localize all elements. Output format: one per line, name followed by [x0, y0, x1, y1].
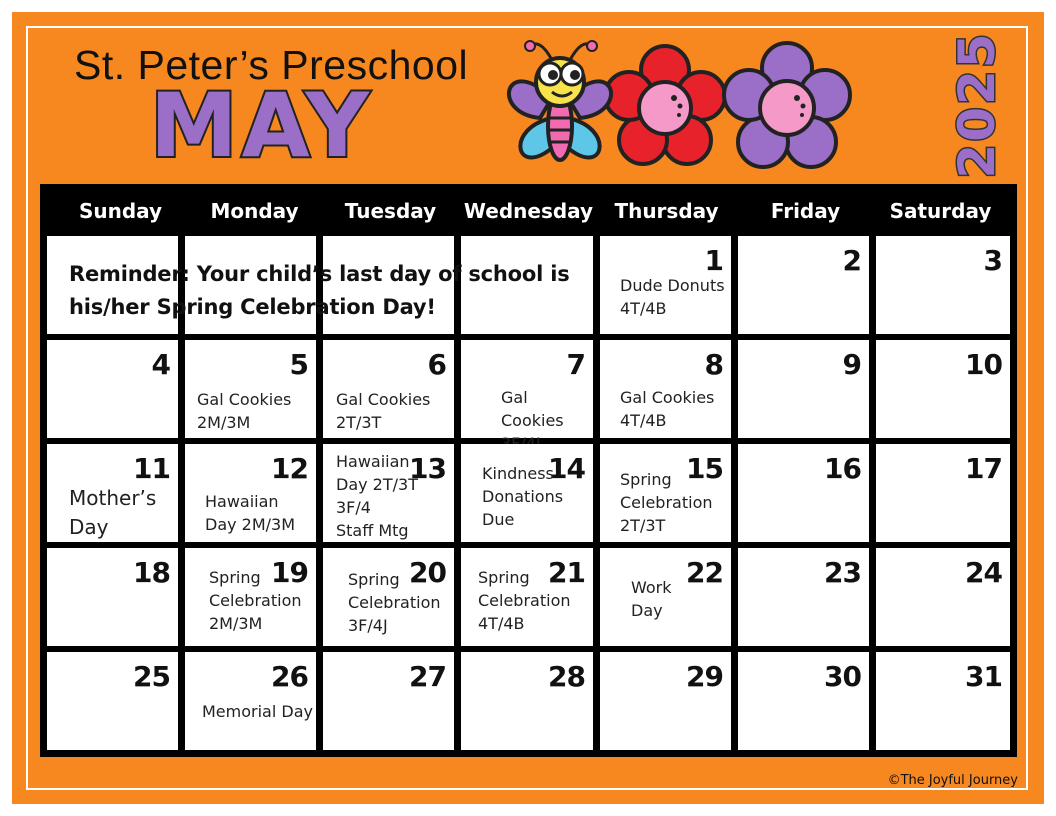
day-note-line: Day — [631, 601, 663, 620]
day-note-line: 4T/4B — [478, 614, 525, 633]
weekday-saturday: Saturday — [889, 199, 992, 223]
day-number: 11 — [133, 452, 170, 485]
day-cell-28 — [461, 652, 593, 750]
decoration-group — [500, 28, 860, 188]
day-note — [348, 568, 441, 637]
day-note-line: Day 2M/3M — [205, 515, 296, 534]
weekday-sunday: Sunday — [78, 199, 163, 223]
day-note-line: Staff Mtg — [336, 521, 409, 540]
copyright-text: ©The Joyful Journey — [887, 773, 1018, 788]
day-cell-31 — [876, 652, 1010, 750]
day-note — [205, 490, 295, 536]
day-note-line: Hawaiian — [205, 492, 279, 511]
day-note — [336, 388, 430, 434]
day-cell-11 — [47, 444, 178, 542]
day-cell-27 — [323, 652, 454, 750]
day-note — [631, 576, 672, 622]
reminder-line-1: Reminder: Your child’s last day of school is — [69, 262, 570, 286]
day-note-line: 2T/3T — [336, 413, 382, 432]
day-cell-25 — [47, 652, 178, 750]
day-number: 30 — [824, 660, 861, 693]
day-note-line: Gal Cookies — [501, 388, 564, 430]
day-number: 5 — [289, 348, 308, 381]
day-note-line: Day — [69, 515, 109, 539]
day-note — [620, 274, 725, 320]
day-note-line: Gal Cookies — [620, 388, 715, 407]
weekday-friday: Friday — [770, 199, 841, 223]
weekday-wednesday: Wednesday — [463, 199, 594, 223]
day-number: 2 — [842, 244, 861, 277]
day-number: 15 — [686, 452, 723, 485]
day-note-line: 2M/3M — [197, 413, 251, 432]
day-number: 25 — [133, 660, 170, 693]
day-note-line: Dude Donuts — [620, 276, 725, 295]
day-number: 31 — [965, 660, 1002, 693]
day-number: 16 — [824, 452, 861, 485]
day-cell-3 — [876, 236, 1010, 334]
day-note-line: Kindness — [482, 464, 554, 483]
day-cell-16 — [738, 444, 869, 542]
day-cell-1 — [600, 236, 731, 334]
day-number: 20 — [409, 556, 446, 589]
day-number: 24 — [965, 556, 1002, 589]
day-note-line: Spring — [620, 470, 672, 489]
butterfly-icon — [509, 41, 611, 160]
day-number: 14 — [548, 452, 585, 485]
day-number: 23 — [824, 556, 861, 589]
day-note-line: Donations — [482, 487, 564, 506]
day-cell-10 — [876, 340, 1010, 438]
school-name: St. Peter’s Preschool — [74, 42, 469, 88]
day-cell-7 — [461, 340, 593, 438]
day-number: 28 — [548, 660, 585, 693]
day-note-line: Spring — [478, 568, 530, 587]
day-cell-23 — [738, 548, 869, 646]
day-number: 21 — [548, 556, 585, 589]
reminder-text — [69, 258, 570, 324]
weekday-header — [40, 184, 1017, 234]
day-number: 8 — [704, 348, 723, 381]
day-number: 3 — [983, 244, 1002, 277]
day-cell-30 — [738, 652, 869, 750]
day-cell-18 — [47, 548, 178, 646]
weekday-tuesday: Tuesday — [344, 199, 437, 223]
day-cell-4 — [47, 340, 178, 438]
day-note-line: Work — [631, 578, 672, 597]
day-number: 13 — [409, 452, 446, 485]
day-number: 6 — [427, 348, 446, 381]
day-note-line: Gal Cookies — [336, 390, 431, 409]
day-number: 9 — [842, 348, 861, 381]
year-label-wrap — [948, 30, 1006, 180]
day-number: 4 — [151, 348, 170, 381]
day-cell-5 — [185, 340, 316, 438]
day-note-line: Mother’s — [69, 486, 157, 510]
day-note-line: Day 2T/3T — [336, 475, 418, 494]
day-note-line: 4T/4B — [620, 411, 667, 430]
day-cell-6 — [323, 340, 454, 438]
day-cell-15 — [600, 444, 731, 542]
day-number: 27 — [409, 660, 446, 693]
purple-flower-icon — [724, 43, 850, 167]
day-cell-22 — [600, 548, 731, 646]
day-number: 1 — [704, 244, 723, 277]
day-cell-17 — [876, 444, 1010, 542]
day-number: 7 — [566, 348, 585, 381]
day-cell-29 — [600, 652, 731, 750]
day-number: 10 — [965, 348, 1002, 381]
day-cell-13 — [323, 444, 454, 542]
day-note — [620, 386, 714, 432]
day-note-line: 2M/3M — [209, 614, 263, 633]
day-note-line: Celebration — [620, 493, 713, 512]
day-cell-12 — [185, 444, 316, 542]
day-number: 12 — [271, 452, 308, 485]
day-note-line: 2T/3T — [620, 516, 666, 535]
day-note-line: Memorial Day — [202, 702, 313, 721]
day-cell-20 — [323, 548, 454, 646]
day-note-line: 3F/4 — [336, 498, 371, 517]
day-note — [482, 462, 563, 531]
day-number: 19 — [271, 556, 308, 589]
day-note-line: Spring — [348, 570, 400, 589]
day-note — [202, 700, 313, 723]
day-note-line: Spring — [209, 568, 261, 587]
day-note — [197, 388, 291, 434]
month-title: MAY — [150, 74, 373, 177]
day-note — [209, 566, 302, 635]
day-note — [69, 484, 156, 542]
day-note-line: 3F/4J — [348, 616, 388, 635]
day-number: 26 — [271, 660, 308, 693]
day-note-line: Celebration — [478, 591, 571, 610]
day-note-line: Gal Cookies — [197, 390, 292, 409]
day-number: 18 — [133, 556, 170, 589]
day-number: 17 — [965, 452, 1002, 485]
day-cell-21 — [461, 548, 593, 646]
day-note-line: Celebration — [209, 591, 302, 610]
day-number: 22 — [686, 556, 723, 589]
day-note — [478, 566, 571, 635]
weekday-monday: Monday — [210, 199, 299, 223]
day-cell-8 — [600, 340, 731, 438]
day-note-line: Celebration — [348, 593, 441, 612]
day-note-line: Due — [482, 510, 515, 529]
day-cell-26 — [185, 652, 316, 750]
day-cell-19 — [185, 548, 316, 646]
red-flower-icon — [605, 46, 725, 164]
day-note-line: Hawaiian — [336, 452, 410, 471]
year-label: 2025 — [948, 31, 1006, 179]
day-cell-24 — [876, 548, 1010, 646]
reminder-line-2: his/her Spring Celebration Day! — [69, 295, 436, 319]
day-note — [336, 450, 418, 542]
day-cell-9 — [738, 340, 869, 438]
day-cell-2 — [738, 236, 869, 334]
day-number: 29 — [686, 660, 723, 693]
day-cell-14 — [461, 444, 593, 542]
weekday-thursday: Thursday — [614, 199, 719, 223]
day-note-line: 4T/4B — [620, 299, 667, 318]
day-note — [620, 468, 713, 537]
